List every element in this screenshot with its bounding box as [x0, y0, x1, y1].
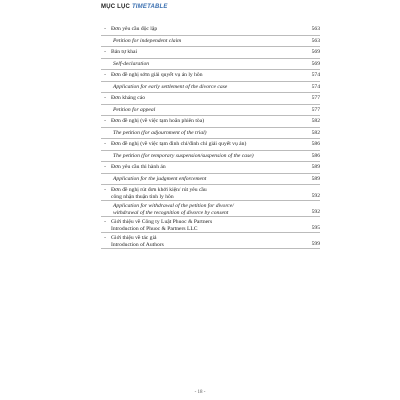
toc-bullet: -: [104, 95, 106, 101]
toc-entry[interactable]: [101, 139, 320, 151]
toc-entry-title: Đơn đề nghị (về việc tạm đình chỉ/đình chỉ giải quyết vụ án): [111, 141, 247, 147]
toc-entry-title-line: withdrawal of the recognition of divorce by consent: [113, 209, 229, 216]
toc-entry[interactable]: [101, 116, 320, 128]
toc-entry-title: Đơn yêu cầu độc lập: [111, 26, 158, 32]
toc-bullet: -: [104, 72, 106, 78]
toc-entry-title-line: Giới thiệu về tác giả: [111, 235, 157, 241]
toc-bullet: -: [104, 141, 106, 147]
toc-page-number: 574: [311, 72, 320, 78]
toc-entry-title-line: Introduction of Phuoc & Partners LLC: [111, 225, 198, 232]
table-of-contents: [101, 24, 320, 249]
toc-entry[interactable]: [101, 105, 320, 117]
toc-page-number: 589: [311, 164, 320, 170]
toc-entry-title: Self-declaration: [113, 60, 150, 67]
toc-page-number: 589: [311, 175, 320, 182]
toc-entry-title-line: Application for withdrawal of the petition for divorce/: [113, 203, 234, 209]
toc-entry-title-line: công nhận thuận tình ly hôn: [111, 193, 174, 200]
toc-page-number: 569: [311, 60, 320, 67]
toc-entry-title: Đơn đề nghị sớm giải quyết vụ án ly hôn: [111, 72, 203, 78]
toc-page-number: 586: [311, 141, 320, 147]
toc-page-number: 592: [311, 193, 320, 199]
header-title-vn: MỤC LỤC: [101, 4, 132, 10]
toc-entry[interactable]: [101, 162, 320, 174]
toc-entry-title: Petition for independent claim: [113, 37, 182, 44]
toc-entry[interactable]: [101, 59, 320, 71]
page-number: - 18 -: [194, 390, 206, 395]
toc-entry-title: Bản tự khai: [111, 49, 138, 55]
toc-entry-title-line: Introduction of Authors: [111, 241, 164, 248]
toc-entry[interactable]: [101, 174, 320, 186]
toc-bullet: -: [104, 118, 106, 124]
toc-entry-title: [111, 235, 164, 248]
toc-entry-title: Application for the judgment enforcement: [113, 175, 207, 182]
toc-page-number: 563: [311, 26, 320, 32]
toc-entry-title: [113, 203, 234, 216]
toc-bullet: -: [104, 49, 106, 55]
toc-page-number: 569: [311, 49, 320, 55]
toc-page-number: 592: [311, 209, 320, 215]
toc-entry[interactable]: [101, 217, 320, 233]
toc-page-number: 574: [311, 83, 320, 90]
toc-bullet: -: [104, 26, 106, 32]
toc-page-number: 577: [311, 106, 320, 113]
toc-entry-title: Đơn yêu cầu thi hành án: [111, 164, 166, 170]
toc-bullet: -: [104, 235, 106, 241]
toc-entry[interactable]: [101, 201, 320, 217]
toc-entry[interactable]: [101, 185, 320, 201]
toc-entry[interactable]: [101, 24, 320, 36]
toc-entry-title-line: Giới thiệu về Công ty Luật Phuoc & Partners: [111, 219, 213, 225]
toc-page-number: 586: [311, 152, 320, 159]
toc-entry-title: Petition for appeal: [113, 106, 156, 113]
toc-entry-title-line: Đơn đề nghị rút đơn khởi kiện/ rút yêu cầu: [111, 187, 207, 193]
toc-page-number: 582: [311, 129, 320, 136]
toc-entry[interactable]: [101, 36, 320, 48]
toc-entry-title: Application for early settlement of the divorce case: [113, 83, 228, 90]
toc-entry-title: The petition (for temporary suspension/suspension of the case): [113, 152, 254, 159]
toc-entry[interactable]: [101, 233, 320, 249]
toc-entry-title: [111, 219, 212, 232]
toc-entry[interactable]: [101, 128, 320, 140]
toc-entry-title: [111, 187, 207, 200]
toc-bullet: -: [104, 187, 106, 193]
toc-page-number: 599: [311, 241, 320, 247]
toc-entry-title: The petition (for adjournment of the trial): [113, 129, 207, 136]
toc-page-number: 577: [311, 95, 320, 101]
header-title-en: TIMETABLE: [131, 4, 168, 10]
toc-entry[interactable]: [101, 70, 320, 82]
toc-entry-title: Đơn đề nghị (về việc tạm hoãn phiên tòa): [111, 118, 205, 124]
page-header: [101, 4, 168, 10]
toc-page-number: 582: [311, 118, 320, 124]
toc-entry[interactable]: [101, 151, 320, 163]
toc-page-number: 595: [311, 225, 320, 231]
toc-entry[interactable]: [101, 82, 320, 94]
toc-entry-title: Đơn kháng cáo: [111, 95, 146, 101]
toc-entry[interactable]: [101, 93, 320, 105]
toc-bullet: -: [104, 219, 106, 225]
toc-entry[interactable]: [101, 47, 320, 59]
toc-page-number: 563: [311, 37, 320, 44]
toc-bullet: -: [104, 164, 106, 170]
